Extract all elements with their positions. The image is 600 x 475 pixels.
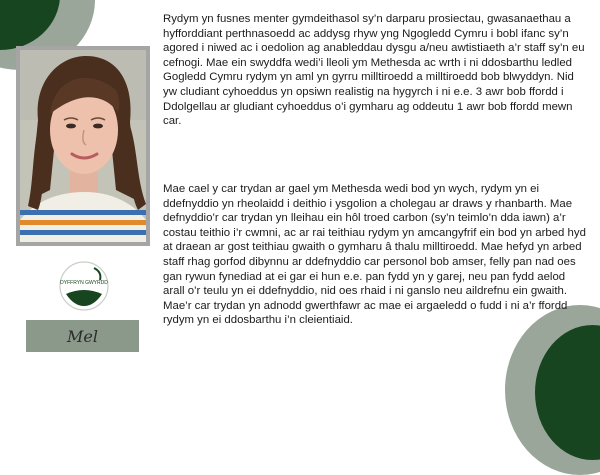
portrait-photo-frame <box>16 46 150 246</box>
paragraph-1: Rydym yn fusnes menter gymdeithasol sy’n darparu prosiectau, gwasanaethau a hyfforddiant perthnasoedd ac addysg rhyw yng Ngogledd Cymru i bobl ifanc sy’n agored i niwed ac i oedolion ag anableddau dysgu a/neu awtistiaeth a’r staff sy’n eu cefnogi. Mae ein swyddfa wedi’i lleoli ym Methesda ac wrth i ni ddosbarthu ledled Gogledd Cymru rydym yn aml yn gyrru milltiroedd a milltiroedd bob blwyddyn. Nid yw cludiant cyhoeddus yn opsiwn realistig na hygyrch i ni e.e. 3 awr bob ffordd i Ddolgellau ar gludiant cyhoeddus o’i gymharu ag oddeutu 1 awr bob ffordd mewn car. <box>163 13 585 128</box>
logo-text: DYFFRYN GWYRDD <box>60 280 108 286</box>
name-label: Mel <box>26 320 139 352</box>
paragraph-2: Mae cael y car trydan ar gael ym Methesda wedi bod yn wych, rydym yn ei ddefnyddio yn rheolaidd i deithio i ysgolion a cholegau ar draws y rhanbarth. Mae defnyddio’r car trydan yn lleihau ein hôl troed carbon (sy’n teimlo’n dda iawn) a’r costau teithio i’r cwmni, ac ar rai teithiau rydym yn amcangyfrif ein bod yn arbed hyd at draean ar gost teithiau gwaith o gymharu â thalu milltiroedd. Mae hefyd yn arbed staff rhag gorfod dibynnu ar ddefnyddio car personol bob amser, felly pan nad oes gan rywun fynediad at ei gar ei hun e.e. pan fydd yn y garej, neu pan fydd aelod arall o’r teulu yn ei ddefnyddio, nid oes rhaid i ni ganslo neu aildrefnu ein gwaith. Mae’r car trydan yn adnodd gwerthfawr ac mae ei argaeledd o fudd i ni a’r ffordd rydym yn ei ddosbarthu i’n cleientiaid. <box>163 183 586 327</box>
dyffryn-gwyrdd-logo <box>58 260 110 312</box>
portrait-photo <box>20 50 146 242</box>
